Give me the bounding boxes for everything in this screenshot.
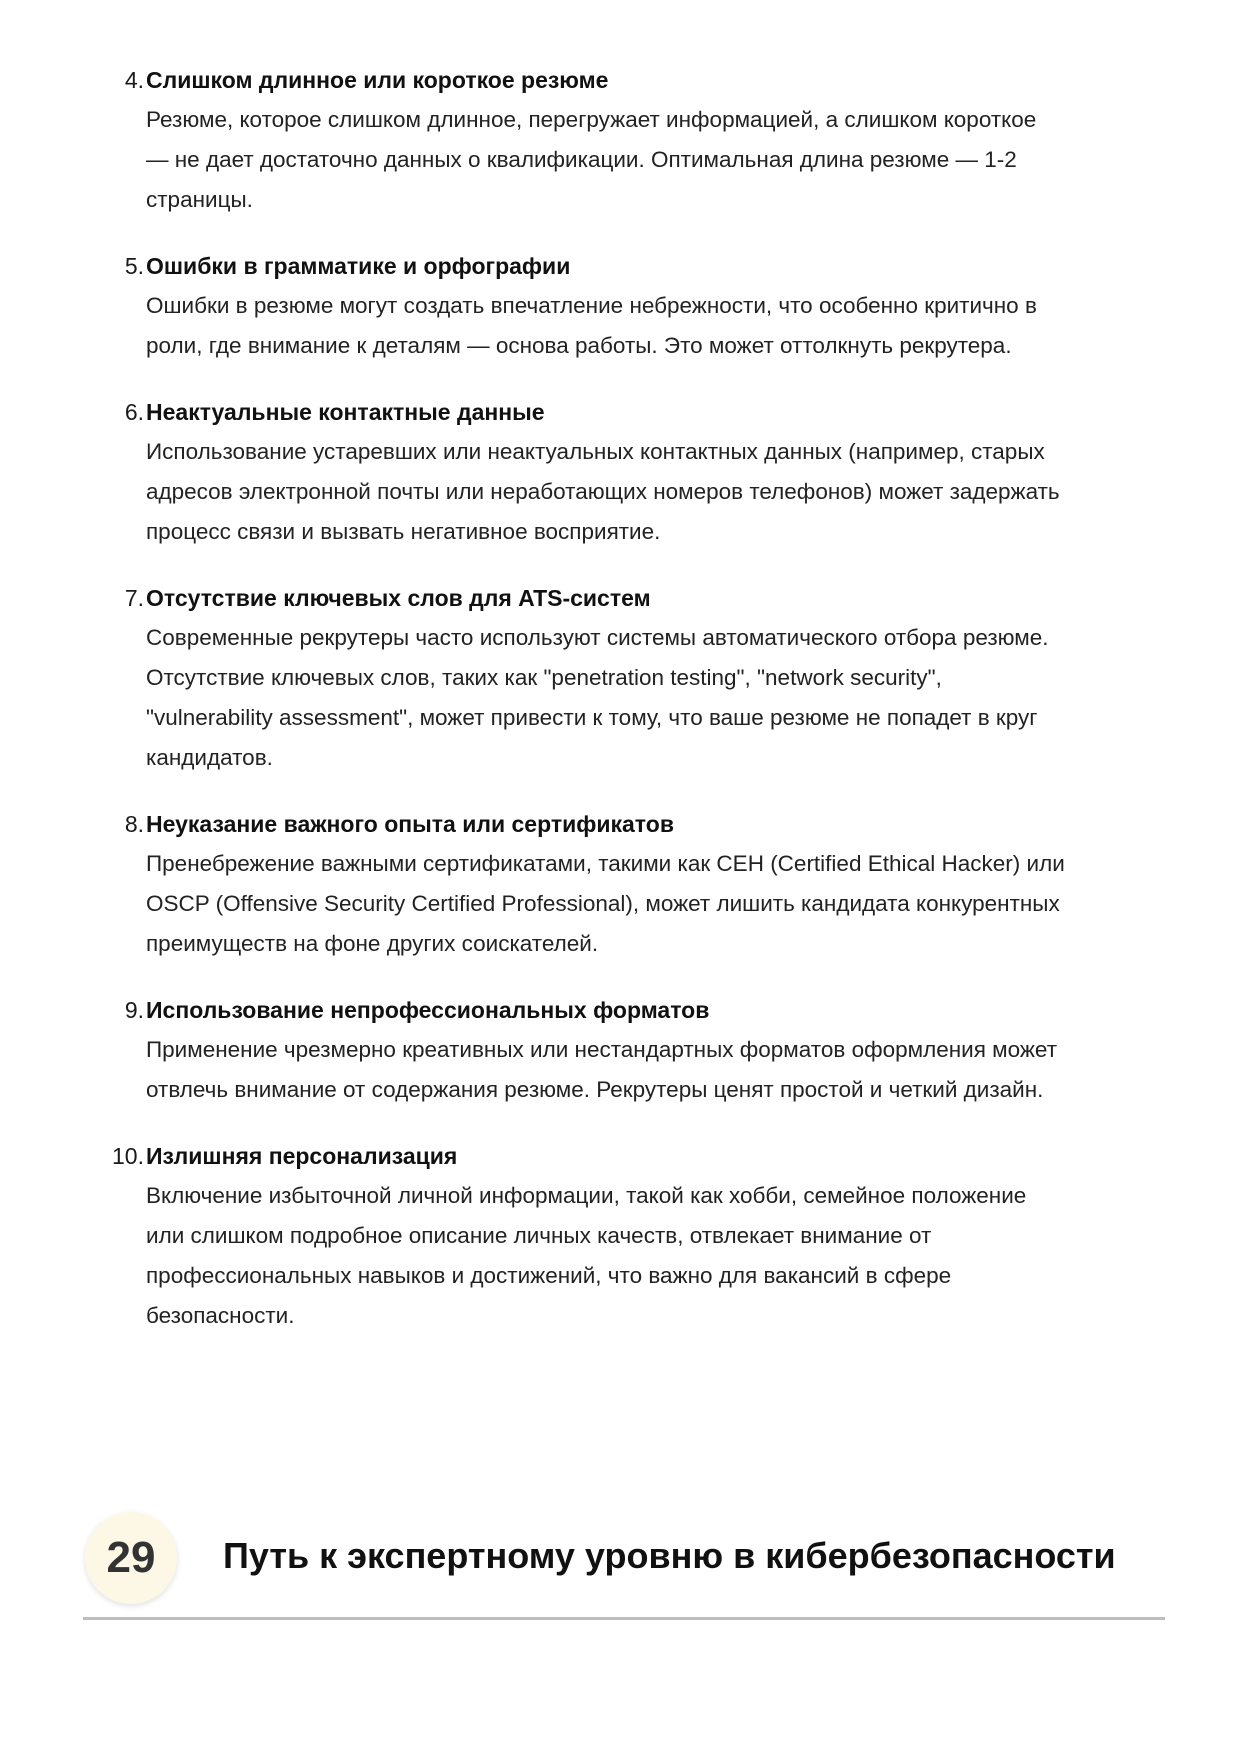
list-item — [0, 60, 1239, 220]
item-number: 5. — [124, 253, 144, 279]
item-number: 9. — [124, 997, 144, 1023]
item-number: 10. — [112, 1143, 144, 1169]
item-body-line: профессиональных навыков и достижений, что важно для вакансий в сфере — [146, 1263, 952, 1288]
item-body-line: "vulnerability assessment", может привести к тому, что ваше резюме не попадет в круг — [146, 705, 1038, 730]
item-title: Отсутствие ключевых слов для ATS-систем — [146, 585, 651, 611]
item-body-line: безопасности. — [146, 1303, 295, 1328]
item-title: Использование непрофессиональных форматов — [146, 997, 710, 1023]
footer-divider — [83, 1617, 1165, 1620]
item-number: 7. — [124, 585, 144, 611]
list-item — [0, 392, 1239, 552]
item-body-line: адресов электронной почты или неработающих номеров телефонов) может задержать — [146, 479, 1060, 504]
item-body-line: роли, где внимание к деталям — основа работы. Это может оттолкнуть рекрутера. — [146, 333, 1012, 358]
page-number-badge: 29 — [85, 1512, 177, 1604]
item-body-line: Применение чрезмерно креативных или нестандартных форматов оформления может — [146, 1037, 1058, 1062]
item-number: 6. — [124, 399, 144, 425]
item-body-line: Отсутствие ключевых слов, таких как "penetration testing", "network security", — [146, 665, 942, 690]
item-title: Слишком длинное или короткое резюме — [146, 67, 609, 93]
item-body-line: Современные рекрутеры часто используют системы автоматического отбора резюме. — [146, 625, 1049, 650]
list-item — [0, 1136, 1239, 1336]
list-item — [0, 578, 1239, 778]
item-number: 4. — [124, 67, 144, 93]
footer-title: Путь к экспертному уровню в кибербезопасности — [223, 1535, 1116, 1576]
item-body-line: преимуществ на фоне других соискателей. — [146, 931, 599, 956]
item-body-line: Ошибки в резюме могут создать впечатление небрежности, что особенно критично в — [146, 293, 1037, 318]
item-body-line: Использование устаревших или неактуальных контактных данных (например, старых — [146, 439, 1045, 464]
item-number: 8. — [124, 811, 144, 837]
page-footer — [83, 1505, 1165, 1617]
item-body-line: страницы. — [146, 187, 253, 212]
item-body-line: Резюме, которое слишком длинное, перегружает информацией, а слишком короткое — [146, 107, 1037, 132]
list-item — [0, 990, 1239, 1110]
item-body-line: отвлечь внимание от содержания резюме. Рекрутеры ценят простой и четкий дизайн. — [146, 1077, 1044, 1102]
item-title: Излишняя персонализация — [146, 1143, 458, 1169]
item-body-line: кандидатов. — [146, 745, 273, 770]
item-body-line: или слишком подробное описание личных качеств, отвлекает внимание от — [146, 1223, 932, 1248]
item-title: Неуказание важного опыта или сертификатов — [146, 811, 674, 837]
item-body-line: процесс связи и вызвать негативное восприятие. — [146, 519, 661, 544]
item-body-line: OSCP (Offensive Security Certified Professional), может лишить кандидата конкурентных — [146, 891, 1060, 916]
item-body-line: — не дает достаточно данных о квалификации. Оптимальная длина резюме — 1-2 — [146, 147, 1017, 172]
item-body-line: Пренебрежение важными сертификатами, такими как CEH (Certified Ethical Hacker) или — [146, 851, 1065, 876]
item-body-line: Включение избыточной личной информации, такой как хобби, семейное положение — [146, 1183, 1027, 1208]
item-title: Неактуальные контактные данные — [146, 399, 545, 425]
list-item — [0, 804, 1239, 964]
numbered-list — [0, 60, 1239, 1362]
list-item — [0, 246, 1239, 366]
item-title: Ошибки в грамматике и орфографии — [146, 253, 571, 279]
